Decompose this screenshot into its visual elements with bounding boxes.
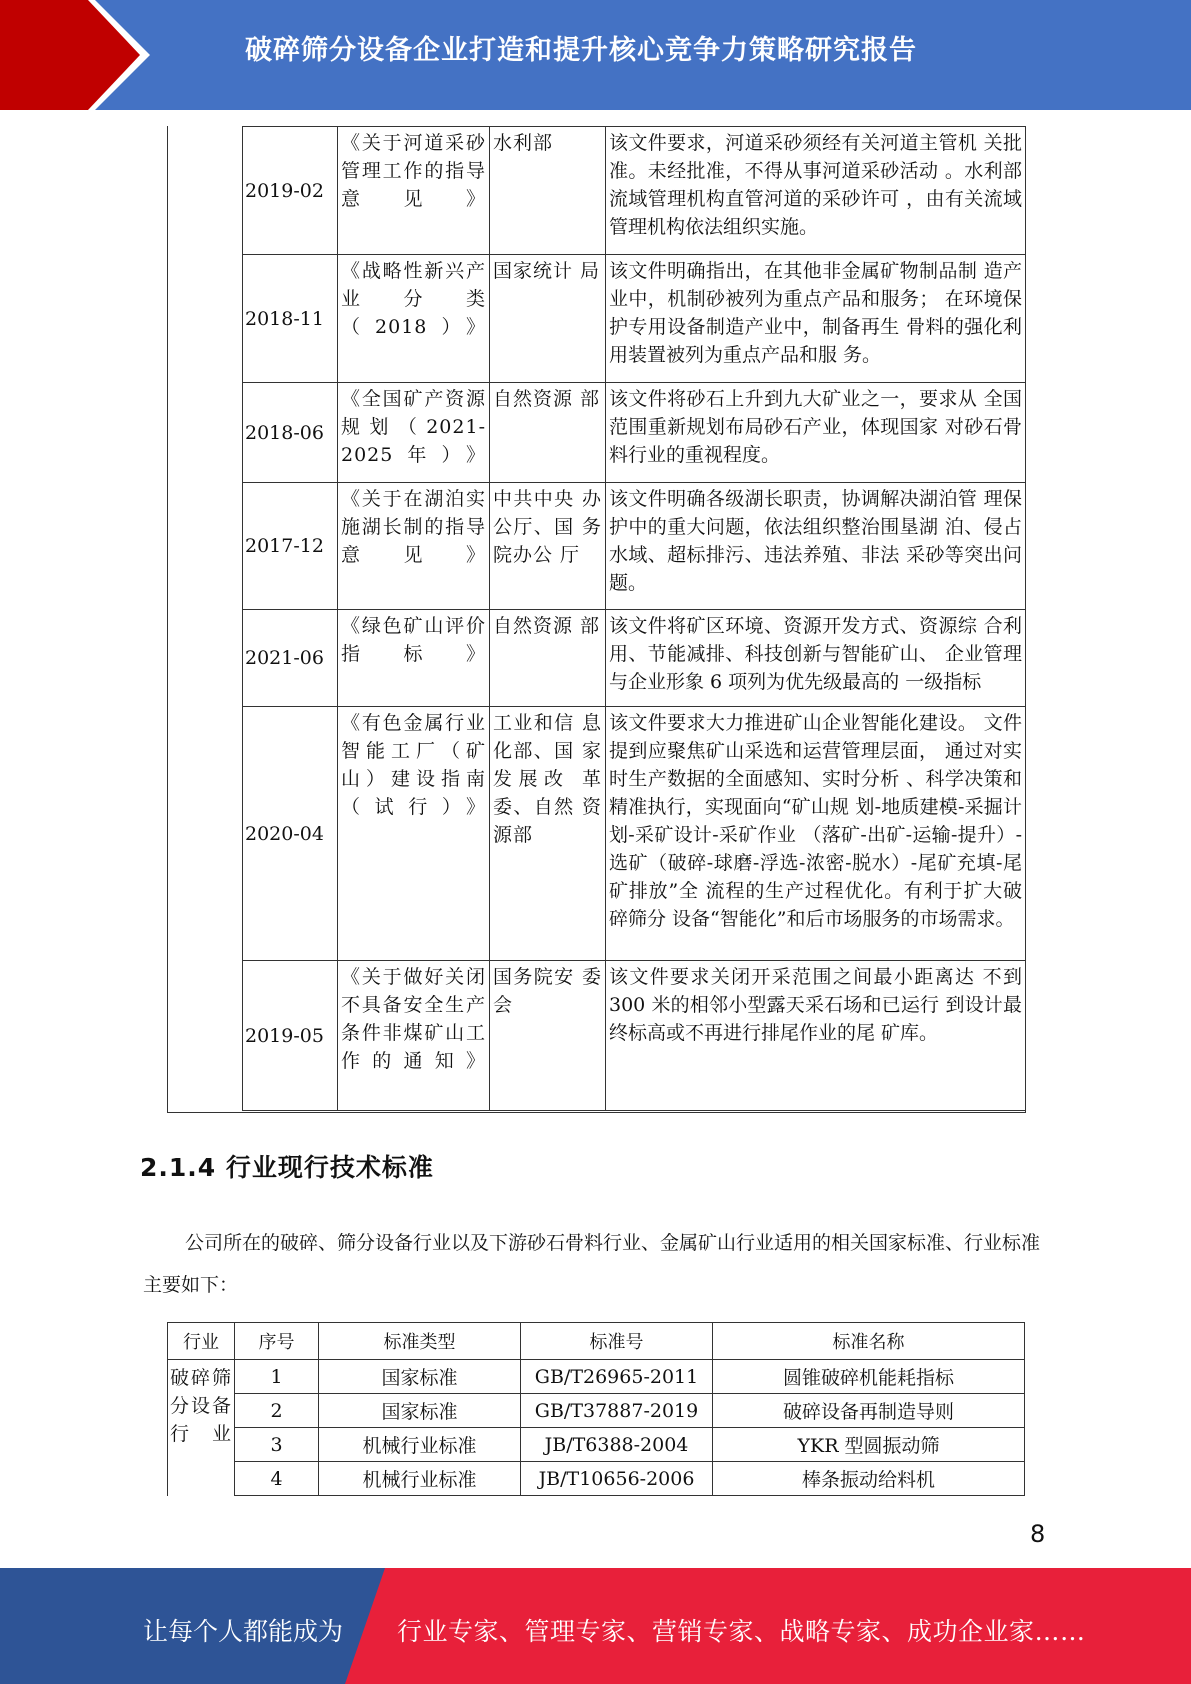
footer-slogan-left: 让每个人都能成为 — [143, 1617, 344, 1646]
policy-department: 自然资源 部 — [490, 610, 606, 707]
policy-document: 《战略性新兴产业分类（2018）》 — [338, 255, 490, 383]
policy-document: 《关于河道采砂管理工作的指导意见》 — [338, 127, 490, 255]
table-row — [168, 1462, 1025, 1496]
policy-department: 国务院安 委会 — [490, 961, 606, 1111]
table-row — [243, 483, 1026, 610]
policy-document: 《关于在湖泊实施湖长制的指导意见》 — [338, 483, 490, 610]
table-row — [243, 610, 1026, 707]
header-red-chevron — [0, 0, 150, 110]
standard-name: YKR 型圆振动筛 — [713, 1428, 1025, 1462]
standard-name: 圆锥破碎机能耗指标 — [713, 1360, 1025, 1394]
table-row — [243, 383, 1026, 483]
table-row — [243, 707, 1026, 961]
policy-date: 2021-06 — [243, 610, 338, 707]
table-row — [168, 1394, 1025, 1428]
standard-type: 机械行业标准 — [319, 1462, 521, 1496]
policy-department: 国家统计 局 — [490, 255, 606, 383]
standard-name: 棒条振动给料机 — [713, 1462, 1025, 1496]
policy-document: 《绿色矿山评价指标》 — [338, 610, 490, 707]
policy-document: 《全国矿产资源规划（2021-2025年）》 — [338, 383, 490, 483]
table-row — [168, 1360, 1025, 1394]
page-header — [0, 0, 1191, 110]
policy-date: 2019-05 — [243, 961, 338, 1111]
column-header: 标准号 — [521, 1323, 713, 1360]
standards-table — [167, 1322, 1025, 1496]
standard-code: GB/T37887-2019 — [521, 1394, 713, 1428]
standard-number: 4 — [235, 1462, 319, 1496]
policy-document: 《有色金属行业智能工厂（矿山）建设指南（试行）》 — [338, 707, 490, 961]
policy-date: 2019-02 — [243, 127, 338, 255]
column-header: 标准类型 — [319, 1323, 521, 1360]
table-header-row — [168, 1323, 1025, 1360]
column-header: 行业 — [168, 1323, 235, 1360]
industry-cell: 破碎筛分设备行业 — [168, 1360, 235, 1496]
policy-table-frame — [167, 126, 1026, 1113]
policy-date: 2018-06 — [243, 383, 338, 483]
page-number: 8 — [1030, 1520, 1046, 1548]
policy-table — [242, 126, 1026, 1111]
policy-description: 该文件要求关闭开采范围之间最小距离达 不到 300 米的相邻小型露天采石场和已运行 到设计最终标高或不再进行排尾作业的尾 矿库。 — [606, 961, 1026, 1111]
table-row — [243, 255, 1026, 383]
table-row — [168, 1428, 1025, 1462]
section-paragraph: 公司所在的破碎、筛分设备行业以及下游砂石骨料行业、金属矿山行业适用的相关国家标准、行业标准主要如下： — [143, 1232, 1041, 1296]
policy-description: 该文件将矿区环境、资源开发方式、资源综 合利用、节能减排、科技创新与智能矿山、 企业管理与企业形象 6 项列为优先级最高的 一级指标 — [606, 610, 1026, 707]
policy-department: 工业和信 息化部、国 家发展改 革委、自然 资源部 — [490, 707, 606, 961]
policy-description: 该文件明确各级湖长职责，协调解决湖泊管 理保护中的重大问题，依法组织整治围垦湖 泊、侵占水域、超标排污、违法养殖、非法 采砂等突出问题。 — [606, 483, 1026, 610]
policy-document: 《关于做好关闭不具备安全生产条件非煤矿山工作的通知》 — [338, 961, 490, 1111]
policy-department: 水利部 — [490, 127, 606, 255]
table-row — [243, 127, 1026, 255]
table-row — [243, 961, 1026, 1111]
standard-number: 2 — [235, 1394, 319, 1428]
column-header: 序号 — [235, 1323, 319, 1360]
policy-description: 该文件要求大力推进矿山企业智能化建设。 文件提到应聚焦矿山采选和运营管理层面， 通过对实时生产数据的全面感知、实时分析 、科学决策和精准执行，实现面向“矿山规 划-地质建模-采掘计划-采矿设计-采矿作业 （落矿-出矿-运输-提升）-选矿（破碎-球磨-浮选-浓密-脱水）-尾矿充填-尾矿排放”全 流程的生产过程优化。有利于扩大破碎筛分 设备“智能化”和后市场服务的市场需求。 — [606, 707, 1026, 961]
standard-code: JB/T10656-2006 — [521, 1462, 713, 1496]
policy-date: 2018-11 — [243, 255, 338, 383]
policy-description: 该文件将砂石上升到九大矿业之一，要求从 全国范围重新规划布局砂石产业，体现国家 对砂石骨料行业的重视程度。 — [606, 383, 1026, 483]
policy-department: 中共中央 办公厅、国 务院办公 厅 — [490, 483, 606, 610]
policy-description: 该文件要求，河道采砂须经有关河道主管机 关批准。未经批准，不得从事河道采砂活动 。水利部流域管理机构直管河道的采砂许可 ，由有关流域管理机构依法组织实施。 — [606, 127, 1026, 255]
policy-description: 该文件明确指出，在其他非金属矿物制品制 造产业中，机制砂被列为重点产品和服务； 在环境保护专用设备制造产业中，制备再生 骨料的强化利用装置被列为重点产品和服 务。 — [606, 255, 1026, 383]
header-title: 破碎筛分设备企业打造和提升核心竞争力策略研究报告 — [245, 35, 917, 66]
standard-name: 破碎设备再制造导则 — [713, 1394, 1025, 1428]
standard-number: 3 — [235, 1428, 319, 1462]
standard-type: 国家标准 — [319, 1394, 521, 1428]
standard-type: 国家标准 — [319, 1360, 521, 1394]
section-heading: 2.1.4 行业现行技术标准 — [140, 1153, 434, 1182]
standard-code: JB/T6388-2004 — [521, 1428, 713, 1462]
column-header: 标准名称 — [713, 1323, 1025, 1360]
policy-department: 自然资源 部 — [490, 383, 606, 483]
standard-code: GB/T26965-2011 — [521, 1360, 713, 1394]
policy-date: 2020-04 — [243, 707, 338, 961]
standard-type: 机械行业标准 — [319, 1428, 521, 1462]
policy-date: 2017-12 — [243, 483, 338, 610]
standard-number: 1 — [235, 1360, 319, 1394]
footer-slogan-right: 行业专家、管理专家、营销专家、战略专家、成功企业家…… — [397, 1617, 1086, 1646]
